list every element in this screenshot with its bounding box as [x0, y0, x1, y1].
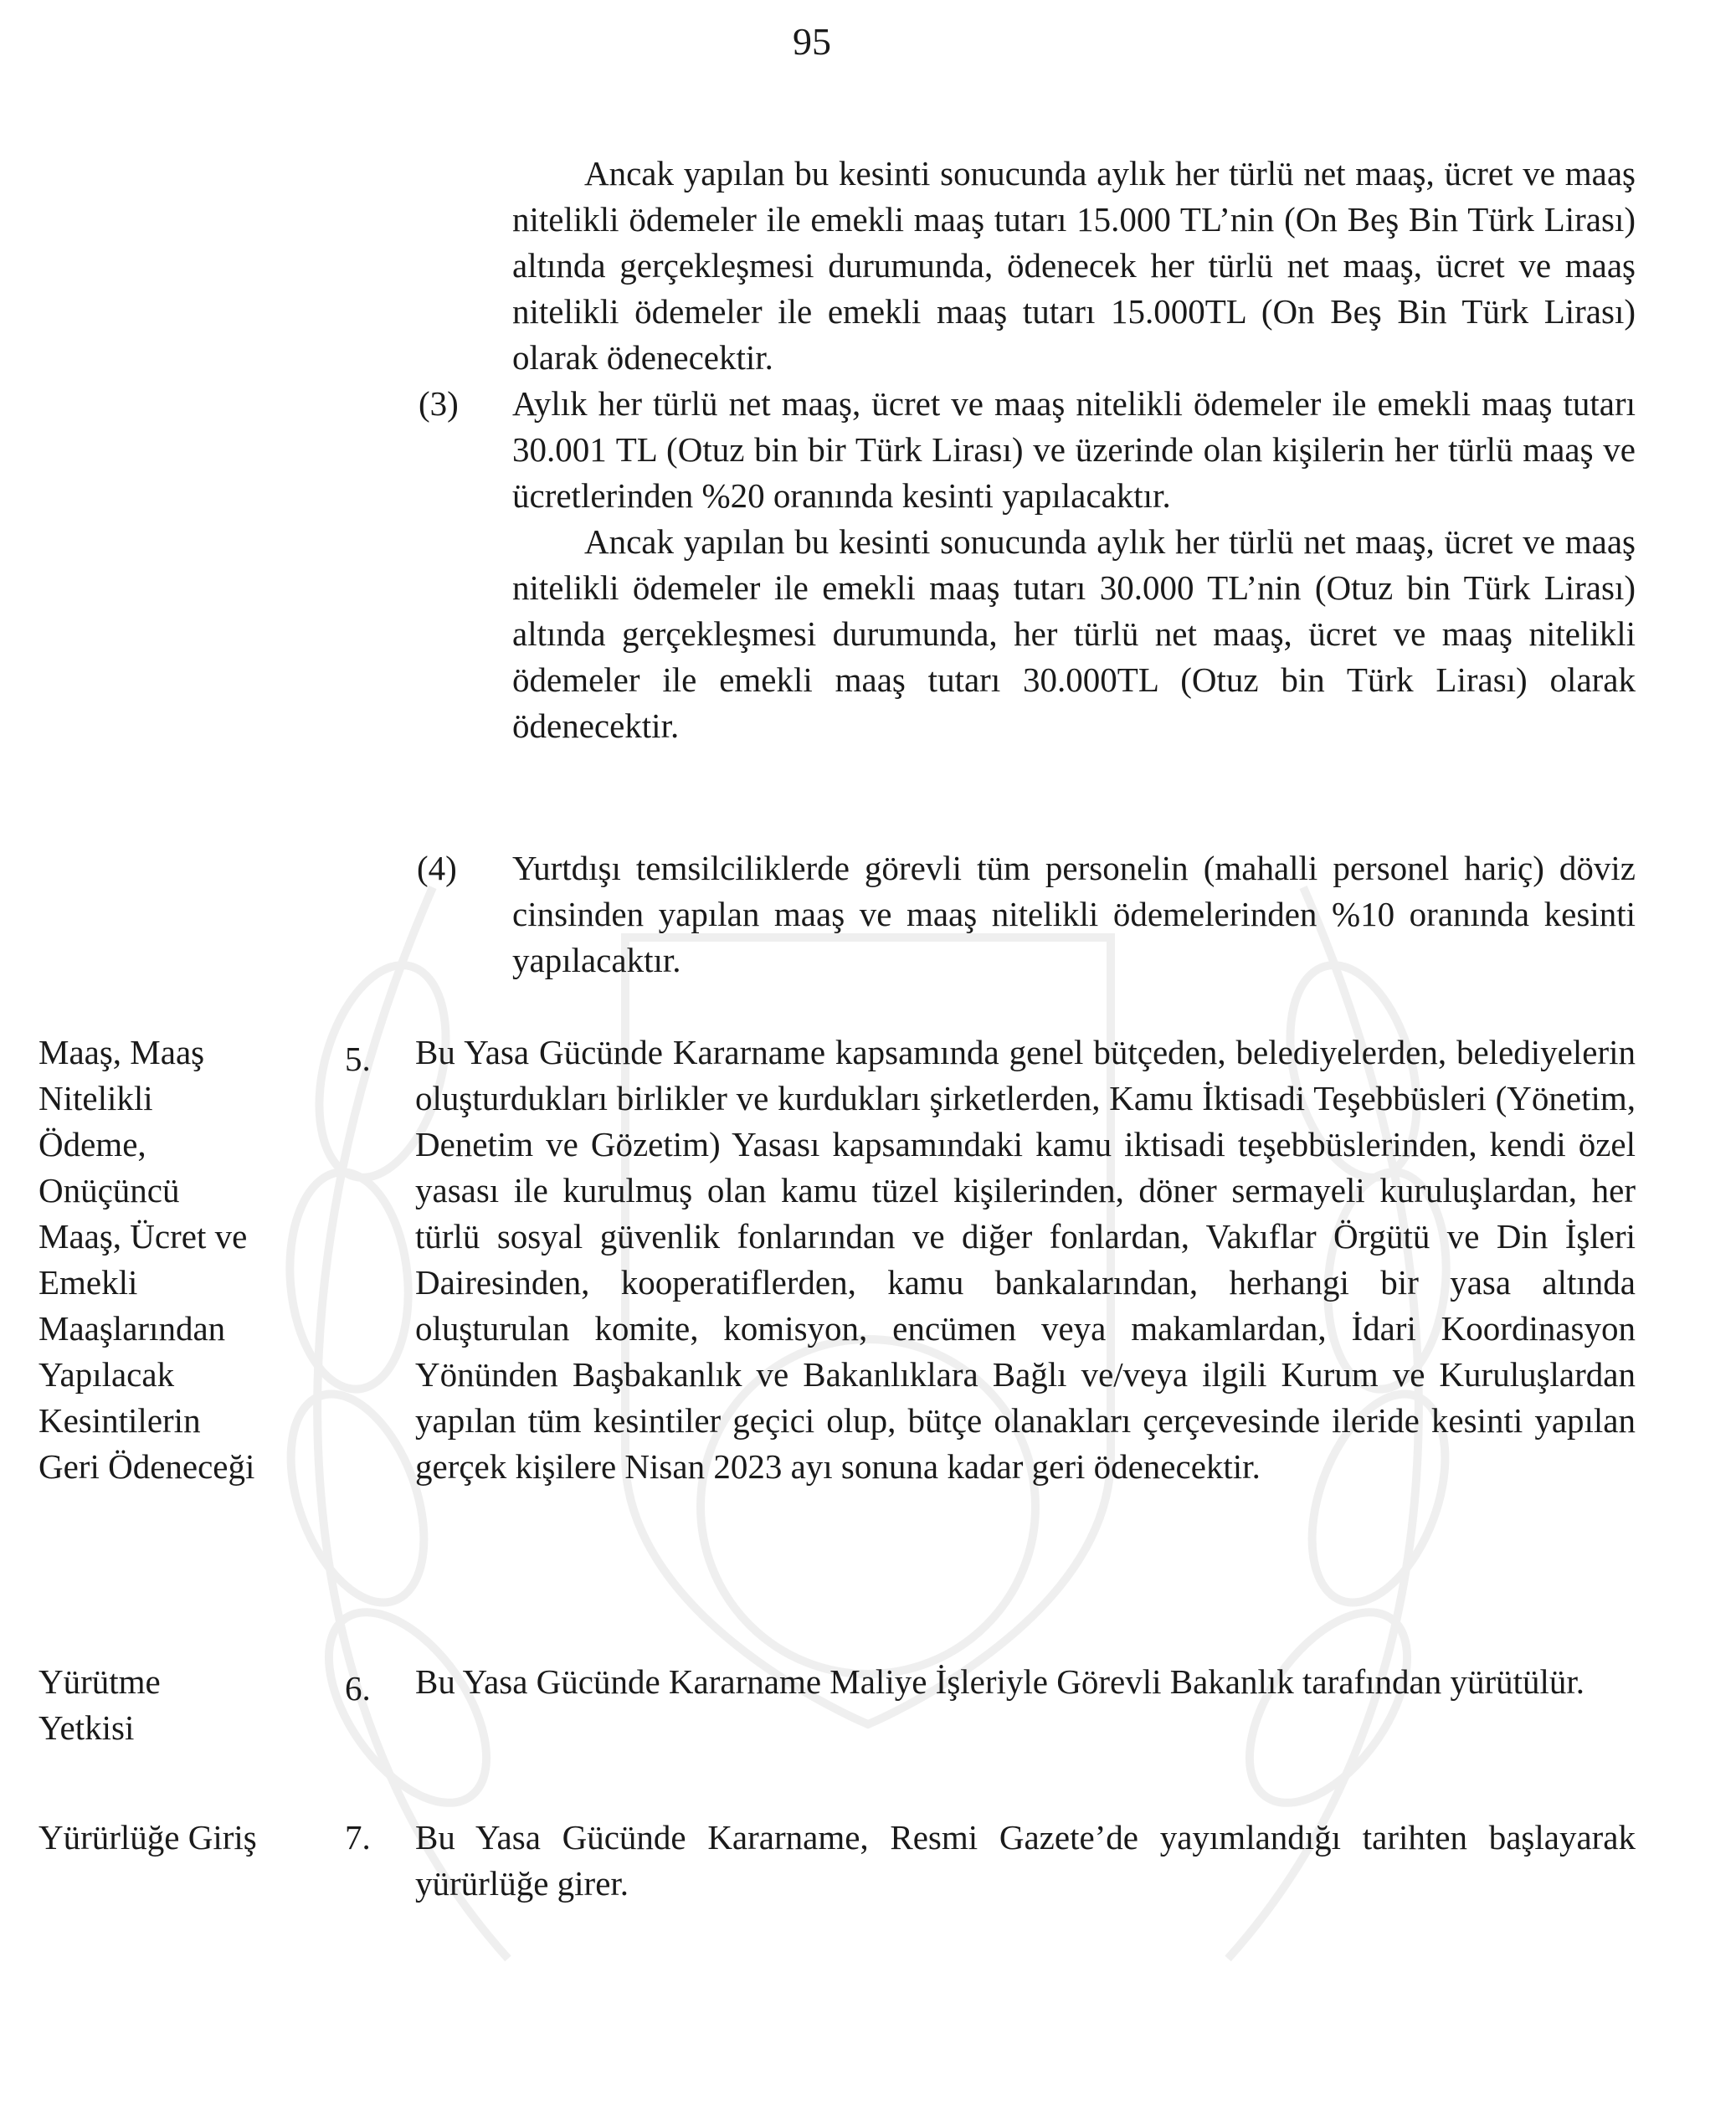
margin-heading-line: Ödeme,	[39, 1125, 146, 1163]
article-5-text: Bu Yasa Gücünde Kararname kapsamında genel bütçeden, belediyelerden, belediyelerin oluşturdukları birlikler ve kurdukları şirketlerden, Kamu İktisadi Teşebbüsleri (Yönetim, Denetim ve Gözetim) Yasası kapsamındaki kamu iktisadi teşebbüslerinden, kendi özel yasası ile kurulmuş olan kamu tüzel kişilerinden, döner sermayeli kuruluşlardan, her türlü sosyal güvenlik fonlarından ve diğer fonlardan, Vakıflar Örgütü ve Din İşleri Dairesinden, kooperatiflerden, kamu bankalarından, herhangi bir yasa altında oluşturulan komite, komisyon, encümen veya makamlardan, İdari Koordinasyon Yönünden Başbakanlık ve Bakanlıklara Bağlı ve/veya ilgili Kurum ve Kuruluşlardan yapılan tüm kesintiler geçici olup, bütçe olanakları çerçevesinde ileride kesinti yapılan gerçek kişilere Nisan 2023 ayı sonuna kadar geri ödenecektir.	[415, 1033, 1636, 1486]
margin-heading-line: Onüçüncü	[39, 1171, 180, 1210]
margin-heading-line: Nitelikli	[39, 1079, 153, 1117]
clause-4-text: Yurtdışı temsilciliklerde görevli tüm personelin (mahalli personel hariç) döviz cinsinden yapılan maaş ve maaş nitelikli ödemelerinden %10 oranında kesinti yapılacaktır.	[512, 849, 1636, 979]
clause-4	[512, 845, 1636, 984]
article-7	[415, 1815, 1636, 1907]
article-7-margin-heading	[39, 1815, 340, 1861]
clause-2-continuation-text: Ancak yapılan bu kesinti sonucunda aylık her türlü net maaş, ücret ve maaş nitelikli ödemeler ile emekli maaş tutarı 15.000 TL’nin (On Beş Bin Türk Lirası) altında gerçekleşmesi durumunda, ödenecek her türlü net maaş, ücret ve maaş nitelikli ödemeler ile emekli maaş tutarı 15.000TL (On Beş Bin Türk Lirası) olarak ödenecektir.	[512, 154, 1636, 377]
clause-3-paragraph-2: Ancak yapılan bu kesinti sonucunda aylık her türlü net maaş, ücret ve maaş nitelikli ödemeler ile emekli maaş tutarı 30.000 TL’nin (Otuz bin Türk Lirası) altında gerçekleşmesi durumunda, her türlü net maaş, ücret ve maaş nitelikli ödemeler ile emekli maaş tutarı 30.000TL (Otuz bin Türk Lirası) olarak ödenecektir.	[512, 522, 1636, 745]
article-5-margin-heading	[39, 1030, 323, 1490]
article-5	[415, 1030, 1636, 1490]
clause-3-number: (3)	[419, 384, 459, 423]
clause-2-continuation	[512, 151, 1636, 381]
article-6	[415, 1659, 1636, 1705]
margin-heading-line: Geri Ödeneceği	[39, 1447, 255, 1486]
margin-heading-line: Maaş, Ücret ve	[39, 1217, 248, 1256]
margin-heading-line: Kesintilerin	[39, 1401, 201, 1440]
margin-heading-line: Yürürlüğe Giriş	[39, 1818, 257, 1857]
page-number: 95	[793, 20, 831, 63]
margin-heading-line: Yürütme	[39, 1662, 161, 1701]
clause-3-text: Aylık her türlü net maaş, ücret ve maaş nitelikli ödemeler ile emekli maaş tutarı 30.001 TL (Otuz bin bir Türk Lirası) ve üzerinde olan kişilerin her türlü maaş ve ücretlerinden %20 oranında kesinti yapılacaktır.	[512, 384, 1636, 515]
article-6-number: 6.	[345, 1669, 371, 1708]
clause-3	[512, 381, 1636, 749]
article-7-text: Bu Yasa Gücünde Kararname, Resmi Gazete’de yayımlandığı tarihten başlayarak yürürlüğe girer.	[415, 1818, 1636, 1903]
margin-heading-line: Yetkisi	[39, 1708, 135, 1747]
clause-4-number: (4)	[417, 849, 457, 887]
article-5-number: 5.	[345, 1040, 371, 1078]
margin-heading-line: Maaşlarından	[39, 1309, 226, 1348]
margin-heading-line: Maaş, Maaş	[39, 1033, 205, 1071]
margin-heading-line: Emekli	[39, 1263, 138, 1302]
article-6-margin-heading	[39, 1659, 323, 1751]
article-6-text: Bu Yasa Gücünde Kararname Maliye İşleriyle Görevli Bakanlık tarafından yürütülür.	[415, 1662, 1585, 1701]
article-7-number: 7.	[345, 1818, 371, 1857]
margin-heading-line: Yapılacak	[39, 1355, 175, 1394]
